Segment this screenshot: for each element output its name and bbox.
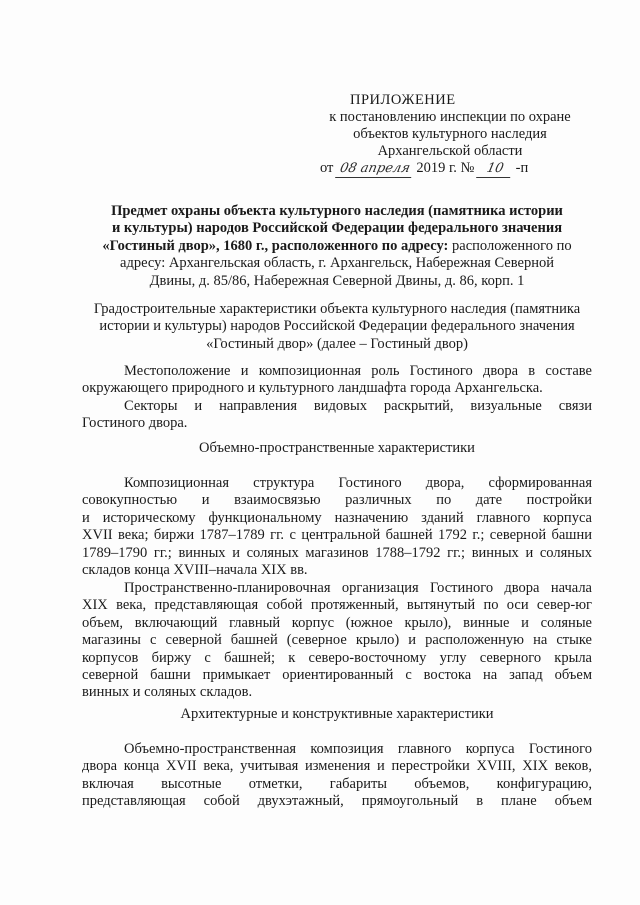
para4-line-1: Пространственно-планировочная организация Гостиного двора начала [124,580,592,596]
para3-line-5: 1789–1790 гг.; винных и соляных магазинов 1788–1792 гг.; винных и соляных [82,544,592,561]
para5-line-3: включая высотные отметки, габариты объемов, конфигурацию, [82,775,592,792]
appendix-date-line [300,160,600,178]
subtitle-line-2: истории и культуры) народов Российской Федерации федерального значения [99,318,575,335]
title-line-1: Предмет охраны объекта культурного наследия (памятника истории [111,203,563,219]
document-subtitle [72,301,602,353]
handwritten-date: 08 апреля [335,160,415,178]
appendix-line-3: Архангельской области [377,143,523,159]
para3-line-1: Композиционная структура Гостиного двора, сформированная [124,475,592,491]
appendix-line-2: объектов культурного наследия [353,126,547,142]
para2-line-1: Секторы и направления видовых раскрытий, визуальные связи [124,398,592,414]
para3-line-4: XVII века; биржи 1787–1789 гг. с центральной башней 1792 г.; северной башни [82,527,592,544]
subtitle-line-3: «Гостиный двор» (далее – Гостиный двор) [206,335,468,352]
para5-line-1: Объемно-пространственная композиция главного корпуса Гостиного [124,741,592,757]
appendix-title: ПРИЛОЖЕНИЕ [350,92,456,108]
paragraph-composition [82,475,592,579]
subtitle-line-1: Градостроительные характеристики объекта культурного наследия (памятника [93,301,581,317]
para3-line-2: совокупностью и взаимосвязью различных по дате постройки [82,492,592,509]
title-line-2: и культуры) народов Российской Федерации федерального значения [111,220,563,237]
paragraph-view-sectors [82,398,592,433]
title-line-3-regular: расположенного по [448,237,572,254]
para4-line-4: магазины с северной башней (северное крыло) и расположенную на стыке [82,632,592,649]
paragraph-main-building [82,741,592,811]
para3-line-3: и историческому функциональному назначению зданий главного корпуса [82,509,592,526]
title-line-4: адресу: Архангельская область, г. Архангельск, Набережная Северной [120,255,554,272]
para1-line-2: окружающего природного и культурного ландшафта города Архангельска. [82,380,543,397]
para4-line-7: винных и соляных складов. [82,684,253,701]
para5-line-2: двора конца XVII века, учитывая изменения и перестройки XVIII, XIX веков, [82,758,592,775]
paragraph-location [82,363,592,398]
handwritten-number: 10 [476,160,514,178]
number-suffix: -п [515,160,529,176]
date-prefix: от [320,160,334,176]
para2-line-2: Гостиного двора. [82,415,188,432]
year-text: 2019 г. № [416,160,475,176]
appendix-line-1: к постановлению инспекции по охране [329,109,571,125]
para4-line-3: объем, включающий главный корпус (южное крыло), винные и соляные [82,614,592,631]
title-line-5: Двины, д. 85/86, Набережная Северной Двины, д. 86, корп. 1 [149,272,525,289]
para4-line-6: северной башни примыкает ориентированный с востока на запад объем [82,667,592,684]
para3-line-6: складов конца XVIII–начала XIX вв. [82,562,308,579]
paragraph-planning [82,580,592,702]
para4-line-2: XIX века, представляющая собой протяженный, вытянутый по оси север-юг [82,597,592,614]
title-line-3-bold: «Гостиный двор», 1680 г., расположенного по адресу: [102,237,449,254]
document-title [72,203,602,290]
para5-line-4: представляющая собой двухэтажный, прямоугольный в плане объем [82,793,592,810]
section-heading-architectural: Архитектурные и конструктивные характеристики [180,706,494,722]
section-heading-volumetric: Объемно-пространственные характеристики [199,440,475,456]
appendix-header [300,92,600,178]
para4-line-5: корпусов биржу с башней; к северо-восточному углу северного крыла [82,649,592,666]
para1-line-1: Местоположение и композиционная роль Гостиного двора в составе [124,363,592,379]
title-line-3 [72,238,602,255]
